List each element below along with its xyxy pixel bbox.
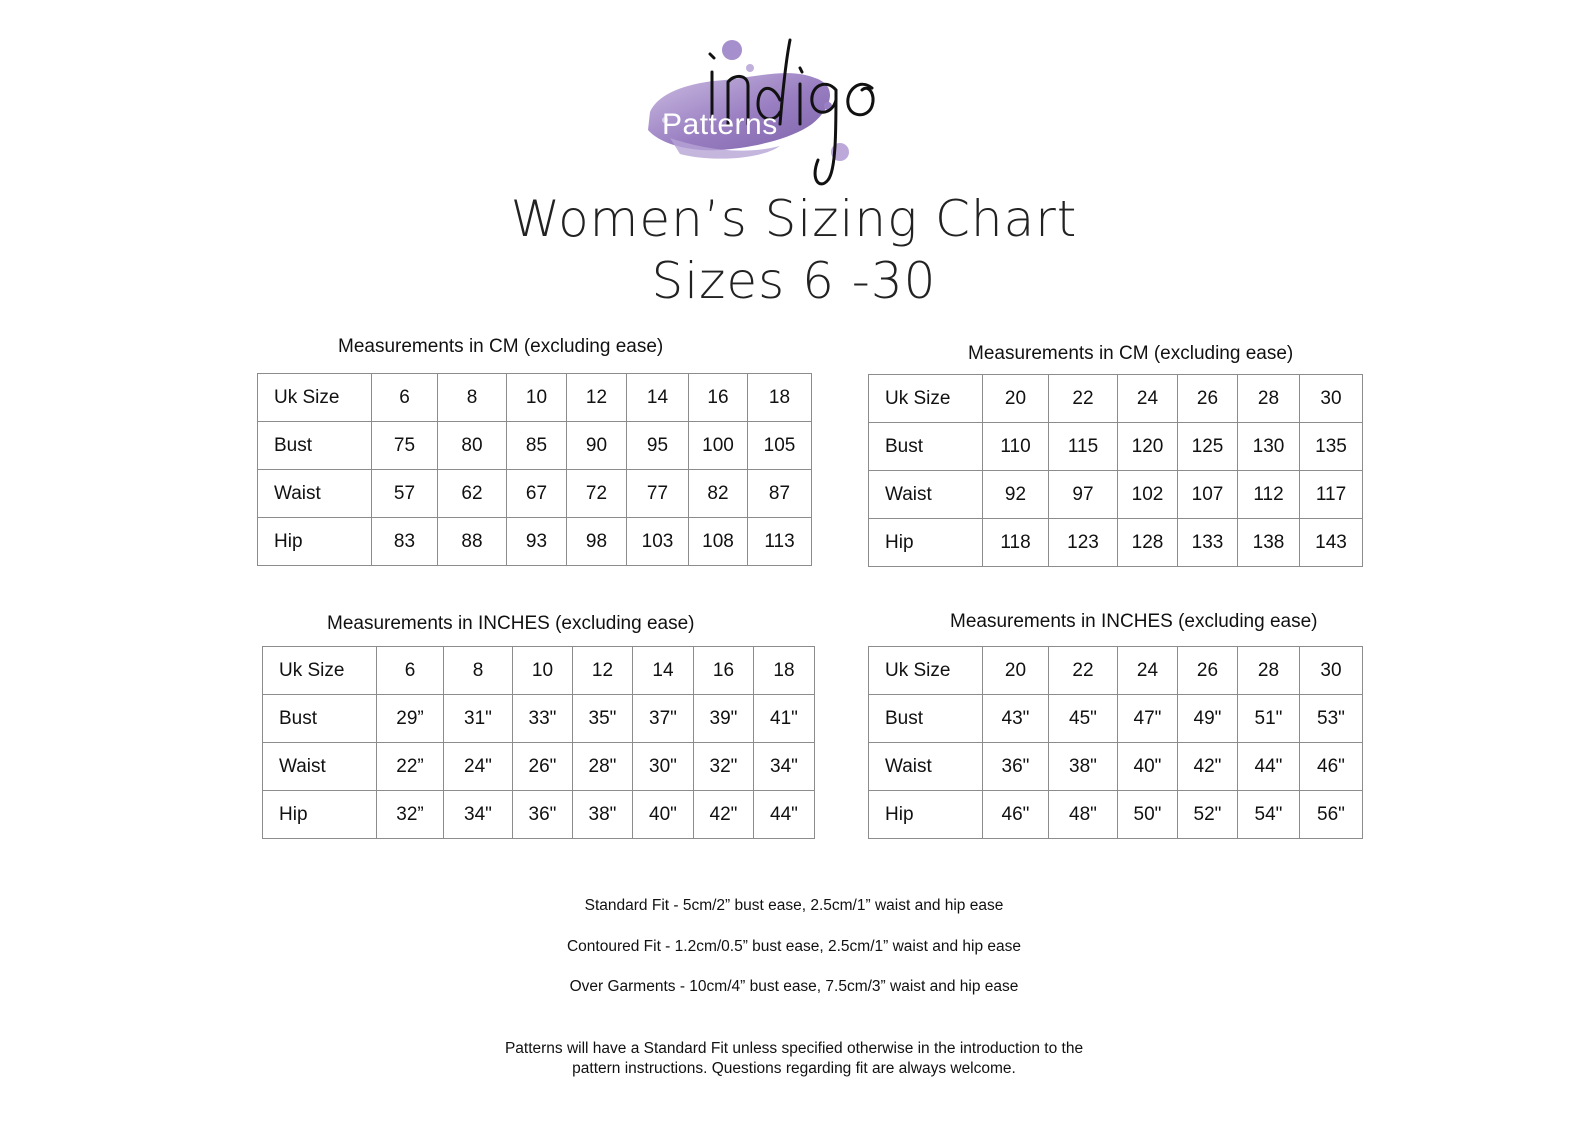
- size-cell: 14: [633, 647, 694, 695]
- table-row-hip: [869, 791, 1363, 839]
- value-cell: 40": [633, 791, 694, 839]
- value-cell: 107: [1178, 471, 1238, 519]
- header-label: Uk Size: [263, 647, 377, 695]
- value-cell: 120: [1118, 423, 1178, 471]
- value-cell: 44": [1238, 743, 1300, 791]
- table-row-hip: [263, 791, 815, 839]
- size-cell: 28: [1238, 375, 1300, 423]
- size-cell: 6: [377, 647, 444, 695]
- value-cell: 95: [627, 422, 689, 470]
- size-cell: 10: [513, 647, 573, 695]
- table-header-row: [869, 375, 1363, 423]
- value-cell: 45": [1049, 695, 1118, 743]
- value-cell: 50": [1118, 791, 1178, 839]
- table-header-row: [258, 374, 812, 422]
- table-caption-cm-small: Measurements in CM (excluding ease): [338, 336, 664, 357]
- table-caption-cm-large: Measurements in CM (excluding ease): [968, 343, 1294, 364]
- table-row-waist: [263, 743, 815, 791]
- value-cell: 62: [438, 470, 507, 518]
- row-label: Bust: [869, 695, 983, 743]
- indigo-patterns-logo: [640, 20, 940, 195]
- value-cell: 49": [1178, 695, 1238, 743]
- sizing-table-cm-20-30: [868, 374, 1363, 567]
- value-cell: 57: [372, 470, 438, 518]
- table-row-waist: [869, 471, 1363, 519]
- value-cell: 98: [567, 518, 627, 566]
- size-cell: 24: [1118, 375, 1178, 423]
- value-cell: 82: [689, 470, 748, 518]
- value-cell: 52": [1178, 791, 1238, 839]
- table-caption-inches-large: Measurements in INCHES (excluding ease): [950, 611, 1318, 632]
- table-row-waist: [258, 470, 812, 518]
- size-cell: 30: [1300, 647, 1363, 695]
- header-label: Uk Size: [869, 647, 983, 695]
- row-label: Waist: [263, 743, 377, 791]
- row-label: Waist: [258, 470, 372, 518]
- value-cell: 143: [1300, 519, 1363, 567]
- value-cell: 46": [1300, 743, 1363, 791]
- size-cell: 24: [1118, 647, 1178, 695]
- value-cell: 42": [1178, 743, 1238, 791]
- value-cell: 90: [567, 422, 627, 470]
- value-cell: 29”: [377, 695, 444, 743]
- value-cell: 67: [507, 470, 567, 518]
- size-cell: 28: [1238, 647, 1300, 695]
- value-cell: 110: [983, 423, 1049, 471]
- value-cell: 34": [444, 791, 513, 839]
- row-label: Hip: [258, 518, 372, 566]
- value-cell: 48": [1049, 791, 1118, 839]
- value-cell: 135: [1300, 423, 1363, 471]
- page-subtitle: Sizes 6 -30: [651, 252, 937, 310]
- row-label: Waist: [869, 471, 983, 519]
- table-row-hip: [258, 518, 812, 566]
- value-cell: 75: [372, 422, 438, 470]
- size-cell: 12: [567, 374, 627, 422]
- value-cell: 47": [1118, 695, 1178, 743]
- value-cell: 36": [983, 743, 1049, 791]
- value-cell: 80: [438, 422, 507, 470]
- value-cell: 22”: [377, 743, 444, 791]
- value-cell: 33": [513, 695, 573, 743]
- page-title: Women’s Sizing Chart: [510, 190, 1078, 248]
- value-cell: 133: [1178, 519, 1238, 567]
- value-cell: 85: [507, 422, 567, 470]
- value-cell: 77: [627, 470, 689, 518]
- fit-note-contoured: Contoured Fit - 1.2cm/0.5” bust ease, 2.5cm/1” waist and hip ease: [566, 938, 1022, 955]
- value-cell: 113: [748, 518, 812, 566]
- size-cell: 14: [627, 374, 689, 422]
- value-cell: 130: [1238, 423, 1300, 471]
- row-label: Hip: [869, 519, 983, 567]
- value-cell: 115: [1049, 423, 1118, 471]
- table-header-row: [869, 647, 1363, 695]
- table-row-bust: [869, 695, 1363, 743]
- size-cell: 18: [748, 374, 812, 422]
- value-cell: 103: [627, 518, 689, 566]
- row-label: Hip: [263, 791, 377, 839]
- value-cell: 112: [1238, 471, 1300, 519]
- value-cell: 26": [513, 743, 573, 791]
- sizing-table-inches-20-30: [868, 646, 1363, 839]
- size-cell: 22: [1049, 375, 1118, 423]
- value-cell: 54": [1238, 791, 1300, 839]
- size-cell: 6: [372, 374, 438, 422]
- footer-line-2: pattern instructions. Questions regarding fit are always welcome.: [572, 1060, 1016, 1077]
- value-cell: 32": [694, 743, 754, 791]
- value-cell: 83: [372, 518, 438, 566]
- row-label: Bust: [263, 695, 377, 743]
- value-cell: 36": [513, 791, 573, 839]
- value-cell: 117: [1300, 471, 1363, 519]
- value-cell: 38": [1049, 743, 1118, 791]
- value-cell: 44": [754, 791, 815, 839]
- value-cell: 46": [983, 791, 1049, 839]
- value-cell: 105: [748, 422, 812, 470]
- logo-splash-icon: [640, 20, 940, 195]
- svg-text:Patterns: Patterns: [662, 108, 778, 141]
- value-cell: 92: [983, 471, 1049, 519]
- value-cell: 34": [754, 743, 815, 791]
- size-cell: 26: [1178, 375, 1238, 423]
- table-row-bust: [869, 423, 1363, 471]
- size-cell: 18: [754, 647, 815, 695]
- value-cell: 40": [1118, 743, 1178, 791]
- value-cell: 102: [1118, 471, 1178, 519]
- size-cell: 16: [689, 374, 748, 422]
- value-cell: 35": [573, 695, 633, 743]
- value-cell: 123: [1049, 519, 1118, 567]
- row-label: Hip: [869, 791, 983, 839]
- size-cell: 8: [444, 647, 513, 695]
- size-cell: 10: [507, 374, 567, 422]
- value-cell: 97: [1049, 471, 1118, 519]
- size-cell: 30: [1300, 375, 1363, 423]
- size-cell: 20: [983, 647, 1049, 695]
- value-cell: 125: [1178, 423, 1238, 471]
- value-cell: 100: [689, 422, 748, 470]
- value-cell: 30": [633, 743, 694, 791]
- value-cell: 93: [507, 518, 567, 566]
- row-label: Bust: [258, 422, 372, 470]
- size-cell: 8: [438, 374, 507, 422]
- value-cell: 38": [573, 791, 633, 839]
- size-cell: 22: [1049, 647, 1118, 695]
- size-cell: 16: [694, 647, 754, 695]
- row-label: Bust: [869, 423, 983, 471]
- fit-note-over-garments: Over Garments - 10cm/4” bust ease, 7.5cm/3” waist and hip ease: [569, 978, 1019, 995]
- value-cell: 138: [1238, 519, 1300, 567]
- value-cell: 128: [1118, 519, 1178, 567]
- value-cell: 32”: [377, 791, 444, 839]
- value-cell: 28": [573, 743, 633, 791]
- size-cell: 20: [983, 375, 1049, 423]
- value-cell: 31": [444, 695, 513, 743]
- header-label: Uk Size: [869, 375, 983, 423]
- table-row-bust: [263, 695, 815, 743]
- value-cell: 51": [1238, 695, 1300, 743]
- table-row-waist: [869, 743, 1363, 791]
- value-cell: 56": [1300, 791, 1363, 839]
- value-cell: 53": [1300, 695, 1363, 743]
- value-cell: 43": [983, 695, 1049, 743]
- value-cell: 39": [694, 695, 754, 743]
- value-cell: 118: [983, 519, 1049, 567]
- value-cell: 88: [438, 518, 507, 566]
- footer-line-1: Patterns will have a Standard Fit unless specified otherwise in the introduction to the: [504, 1040, 1084, 1057]
- table-row-hip: [869, 519, 1363, 567]
- value-cell: 24": [444, 743, 513, 791]
- size-cell: 26: [1178, 647, 1238, 695]
- header-label: Uk Size: [258, 374, 372, 422]
- sizing-table-cm-6-18: [257, 373, 812, 566]
- value-cell: 87: [748, 470, 812, 518]
- table-row-bust: [258, 422, 812, 470]
- sizing-table-inches-6-18: [262, 646, 815, 839]
- size-cell: 12: [573, 647, 633, 695]
- table-caption-inches-small: Measurements in INCHES (excluding ease): [327, 613, 695, 634]
- value-cell: 108: [689, 518, 748, 566]
- value-cell: 37": [633, 695, 694, 743]
- value-cell: 72: [567, 470, 627, 518]
- value-cell: 41": [754, 695, 815, 743]
- fit-note-standard: Standard Fit - 5cm/2” bust ease, 2.5cm/1” waist and hip ease: [584, 897, 1004, 914]
- row-label: Waist: [869, 743, 983, 791]
- table-header-row: [263, 647, 815, 695]
- value-cell: 42": [694, 791, 754, 839]
